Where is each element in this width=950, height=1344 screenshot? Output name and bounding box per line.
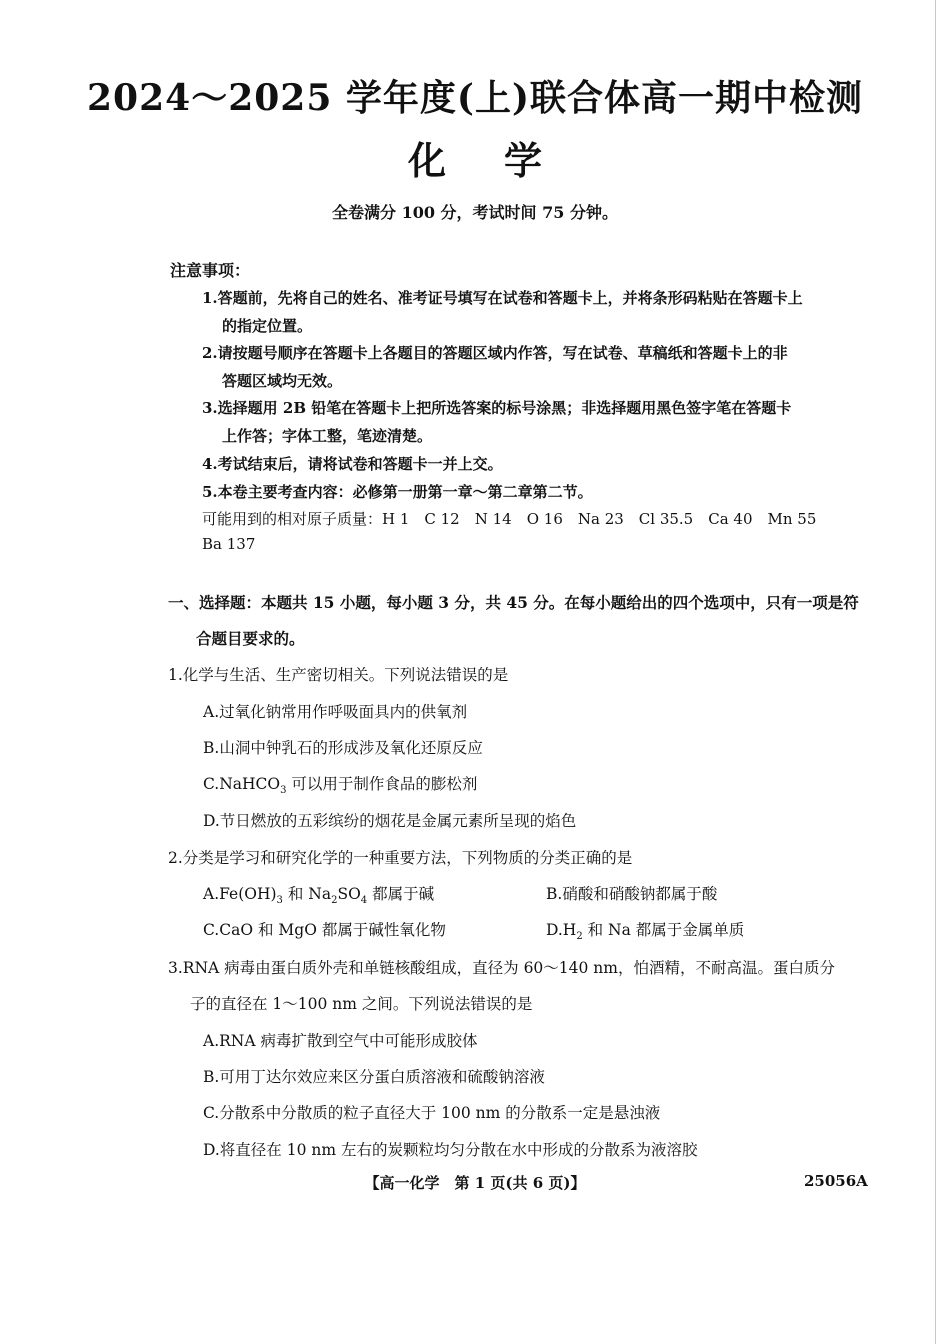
question-3-option-a: A.RNA 病毒扩散到空气中可能形成胶体 xyxy=(203,1032,478,1050)
section-1-heading: 一、选择题：本题共 15 小题，每小题 3 分，共 45 分。在每小题给出的四个选项中，只有一项是符 xyxy=(168,593,859,612)
paper-code: 25056A xyxy=(804,1172,868,1190)
question-2-stem: 2.分类是学习和研究化学的一种重要方法，下列物质的分类正确的是 xyxy=(168,849,633,867)
notice-item-4: 4.考试结束后，请将试卷和答题卡一并上交。 xyxy=(202,455,503,473)
question-3-option-c: C.分散系中分散质的粒子直径大于 100 nm 的分散系一定是悬浊液 xyxy=(203,1104,661,1122)
question-1-option-d: D.节日燃放的五彩缤纷的烟花是金属元素所呈现的焰色 xyxy=(203,812,577,830)
atomic-masses: 可能用到的相对原子质量：H 1 C 12 N 14 O 16 Na 23 Cl 35.5 Ca 40 Mn 55 xyxy=(202,510,817,528)
question-2-option-c: C.CaO 和 MgO 都属于碱性氧化物 xyxy=(203,921,446,939)
notice-item-3: 3.选择题用 2B 铅笔在答题卡上把所选答案的标号涂黑；非选择题用黑色签字笔在答题卡 xyxy=(202,399,792,417)
notice-item-5: 5.本卷主要考查内容：必修第一册第一章～第二章第二节。 xyxy=(202,483,593,501)
question-2-option-d: $D.H_2$ 和 Na 都属于金属单质 xyxy=(546,921,745,942)
question-1-option-b: B.山洞中钟乳石的形成涉及氧化还原反应 xyxy=(203,739,483,757)
question-3-option-b: B.可用丁达尔效应来区分蛋白质溶液和硫酸钠溶液 xyxy=(203,1068,545,1086)
notice-heading: 注意事项： xyxy=(170,261,251,280)
question-2-option-b: B.硝酸和硝酸钠都属于酸 xyxy=(546,885,718,903)
question-3-stem: 3.RNA 病毒由蛋白质外壳和单链核酸组成，直径为 60～140 nm，怕酒精，不耐高温。蛋白质分 xyxy=(168,959,835,977)
section-1-heading-cont: 合题目要求的。 xyxy=(196,629,305,648)
question-3-option-d: D.将直径在 10 nm 左右的炭颗粒均匀分散在水中形成的分散系为液溶胶 xyxy=(203,1141,698,1159)
page-footer: 【高一化学 第 1 页(共 6 页)】 xyxy=(364,1174,586,1192)
notice-item-3-cont: 上作答；字体工整，笔迹清楚。 xyxy=(222,427,433,445)
notice-item-2-cont: 答题区域均无效。 xyxy=(222,372,343,390)
notice-item-2: 2.请按题号顺序在答题卡上各题目的答题区域内作答，写在试卷、草稿纸和答题卡上的非 xyxy=(202,344,788,362)
full-score-note: 全卷满分 100 分，考试时间 75 分钟。 xyxy=(332,203,618,222)
question-2-option-a: $A.Fe(OH)_3$ 和 $Na_2SO_4$ 都属于碱 xyxy=(203,885,435,906)
question-3-stem-cont: 子的直径在 1～100 nm 之间。下列说法错误的是 xyxy=(190,995,533,1013)
question-1-option-c: C.NaHCO$_3$ 可以用于制作食品的膨松剂 xyxy=(203,775,478,796)
atomic-masses-cont: Ba 137 xyxy=(202,535,256,553)
notice-item-1-cont: 的指定位置。 xyxy=(222,317,313,335)
question-1-stem: 1.化学与生活、生产密切相关。下列说法错误的是 xyxy=(168,666,509,684)
subject-title: 化学 xyxy=(407,138,600,183)
notice-item-1: 1.答题前，先将自己的姓名、准考证号填写在试卷和答题卡上，并将条形码粘贴在答题卡上 xyxy=(202,289,803,307)
question-1-option-a: A.过氧化钠常用作呼吸面具内的供氧剂 xyxy=(203,703,468,721)
exam-title: 2024～2025 学年度(上)联合体高一期中检测 xyxy=(87,77,863,119)
